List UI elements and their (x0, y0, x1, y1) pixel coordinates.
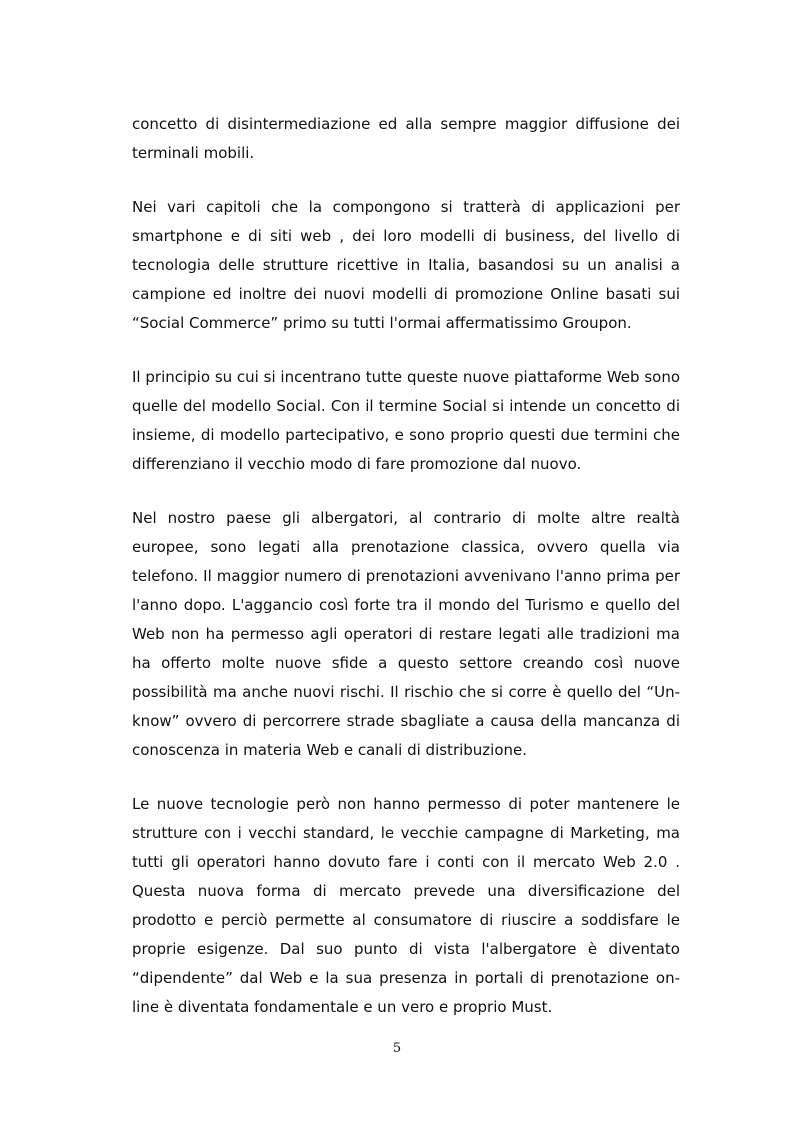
body-text (132, 110, 680, 1047)
page-number: 5 (392, 1041, 402, 1056)
paragraph-5: Le nuove tecnologie però non hanno permesso di poter mantenere le strutture con i vecchi standard, le vecchie campagne di Marketing, ma tutti gli operatori hanno dovuto fare i conti con il mercato Web 2.0 . Questa nuova forma di mercato prevede una diversificazione del prodotto e perciò permette al consumatore di riuscire a soddisfare le proprie esigenze. Dal suo punto di vista l'albergatore è diventato “dipendente” dal Web e la sua presenza in portali di prenotazione on-line è diventata fondamentale e un vero e proprio Must. (132, 795, 680, 1016)
paragraph-1: concetto di disintermediazione ed alla sempre maggior diffusione dei terminali mobili. (132, 115, 680, 162)
paragraph-3: Il principio su cui si incentrano tutte queste nuove piattaforme Web sono quelle del modello Social. Con il termine Social si intende un concetto di insieme, di modello partecipativo, e sono proprio questi due termini che differenziano il vecchio modo di fare promozione dal nuovo. (132, 368, 680, 473)
paragraph-4: Nel nostro paese gli albergatori, al contrario di molte altre realtà europee, sono legati alla prenotazione classica, ovvero quella via telefono. Il maggior numero di prenotazioni avvenivano l'anno prima per l'anno dopo. L'aggancio così forte tra il mondo del Turismo e quello del Web non ha permesso agli operatori di restare legati alle tradizioni ma ha offerto molte nuove sfide a questo settore creando così nuove possibilità ma anche nuovi rischi. Il rischio che si corre è quello del “Un-know” ovvero di percorrere strade sbagliate a causa della mancanza di conoscenza in materia Web e canali di distribuzione. (132, 509, 680, 759)
paragraph-2: Nei vari capitoli che la compongono si tratterà di applicazioni per smartphone e di siti web , dei loro modelli di business, del livello di tecnologia delle strutture ricettive in Italia, basandosi su un analisi a campione ed inoltre dei nuovi modelli di promozione Online basati sui “Social Commerce” primo su tutti l'ormai affermatissimo Groupon. (132, 198, 680, 332)
